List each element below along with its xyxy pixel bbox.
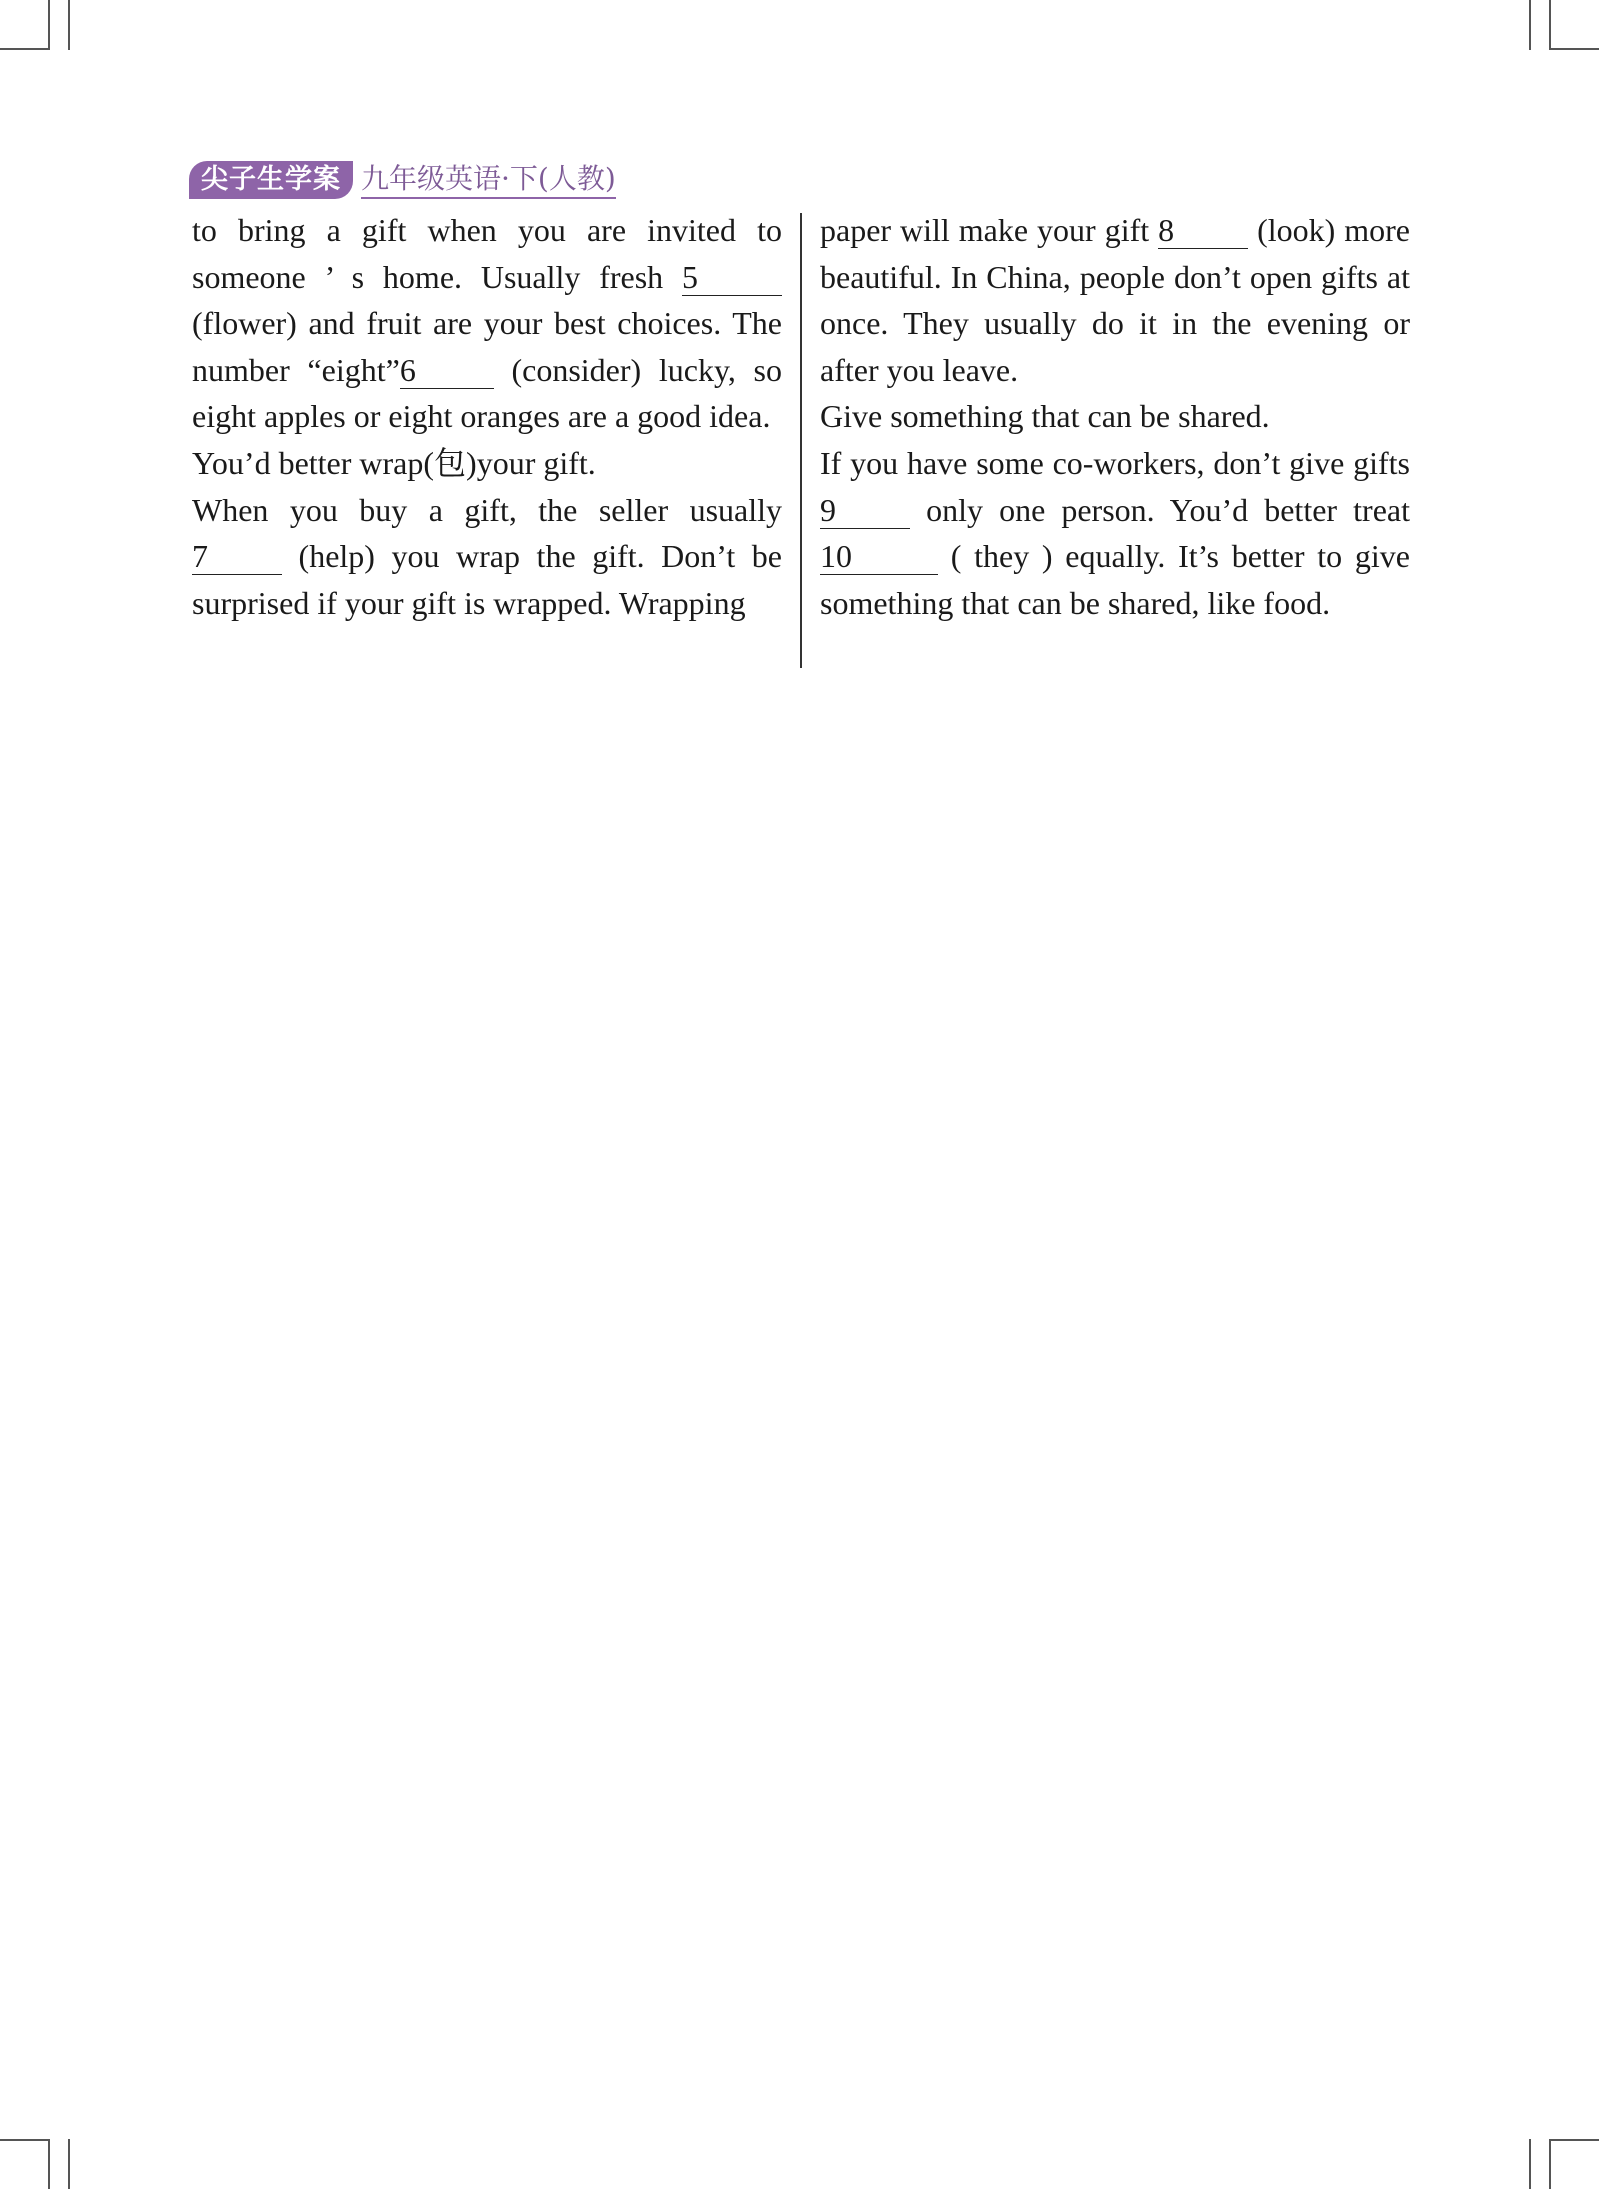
crop-mark [68,0,70,50]
right-column [820,207,1410,626]
crop-mark [1529,2139,1531,2189]
blank-5: 5 [682,259,782,296]
text-run: (look) more beautiful. In China, people don’t open gifts at once. They usually do it in the evening or after you leave. [820,212,1411,388]
crop-mark [1549,0,1551,50]
crop-mark [48,2139,50,2189]
crop-mark [1551,48,1599,50]
text-run: (consider) lucky, so eight apples or eight oranges are a good idea. [192,351,783,435]
text-run: When you buy a gift, the seller usually [192,491,782,528]
paragraph [192,207,782,440]
paragraph: You’d better wrap(包)your gift. [192,444,596,481]
text-run: ( they ) equally. It’s better to give something that can be shared, like food. [820,538,1410,621]
paragraph [820,207,1410,393]
crop-mark [0,48,48,50]
page-header [189,160,616,200]
crop-mark [1529,0,1531,50]
text-run: to bring a gift when you are invited to someone ’ s home. Usually fresh [192,212,782,295]
text-run: If you have some co-workers, don’t give gifts [820,444,1410,481]
left-column [192,207,782,626]
text-run: (help) you wrap the gift. Don’t be surprised if your gift is wrapped. Wrapping [192,538,782,621]
crop-mark [1551,2139,1599,2141]
blank-7: 7 [192,538,282,575]
text-run: (flower) and fruit are your best choices. The number “eight” [192,305,782,388]
crop-mark [0,2139,48,2141]
paragraph: Give something that can be shared. [820,398,1270,435]
text-run: only one person. You’d better treat [910,491,1410,528]
text-run: paper will make your gift [820,212,1159,248]
blank-10: 10 [820,538,938,575]
crop-mark [1549,2139,1551,2189]
crop-mark [68,2139,70,2189]
paragraph [820,440,1410,626]
crop-mark [48,0,50,50]
series-badge: 尖子生学案 [189,161,353,199]
blank-9: 9 [820,492,910,529]
column-divider [800,213,802,668]
paragraph [192,487,782,627]
blank-6: 6 [400,352,494,389]
blank-8: 8 [1158,212,1248,249]
book-subtitle: 九年级英语·下(人教) [361,162,616,199]
